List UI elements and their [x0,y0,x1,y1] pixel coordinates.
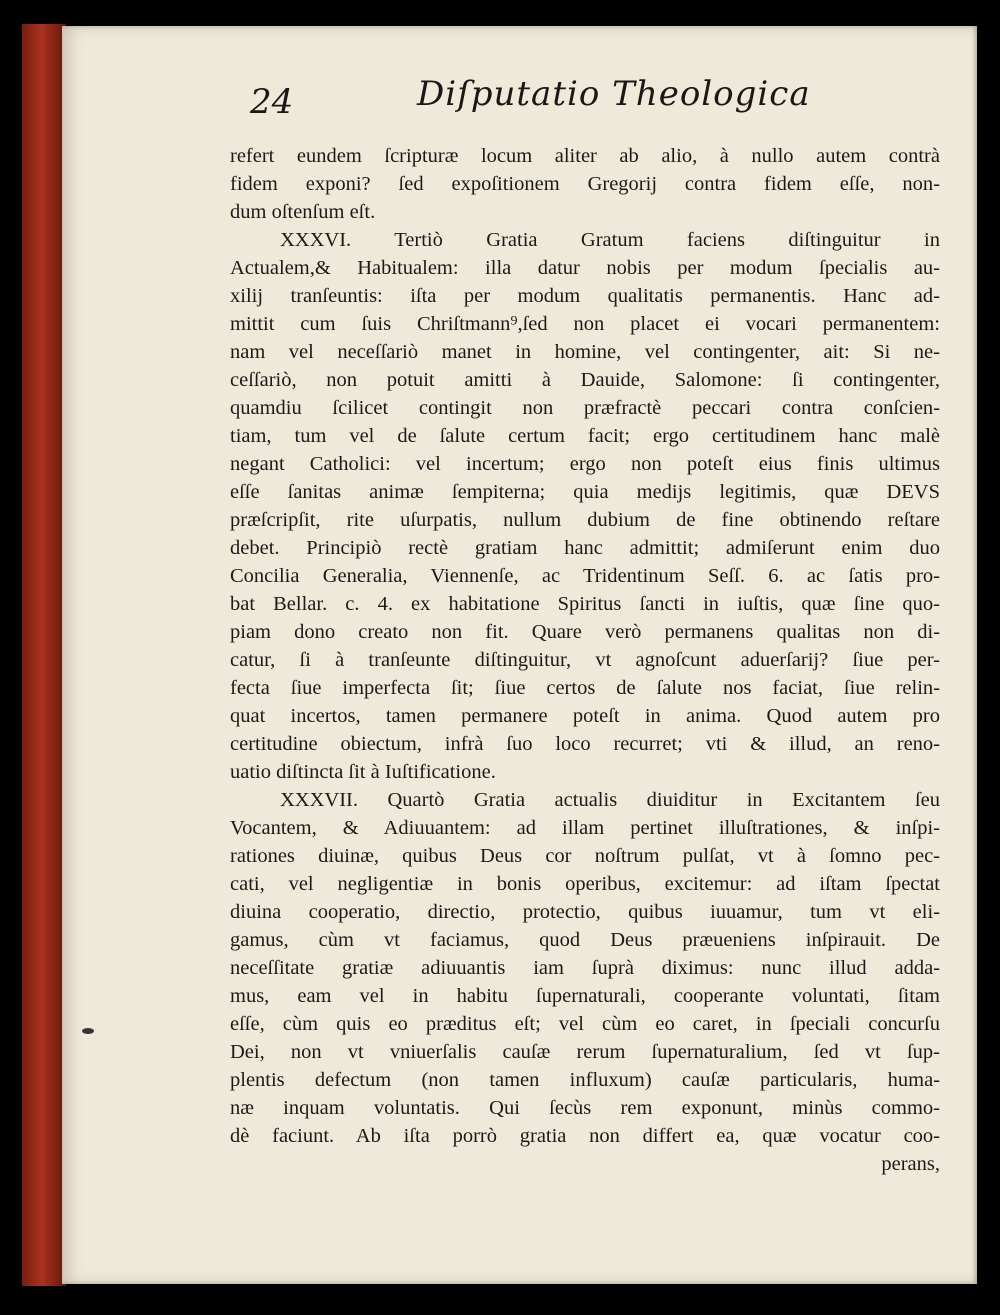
text-line: tiam, tum vel de ſalute certum facit; ergo certitudinem hanc malè [230,425,940,447]
text-line: gamus, cùm vt faciamus, quod Deus præueniens inſpirauit. De [230,929,940,951]
text-line: debet. Principiò rectè gratiam hanc admittit; admiſerunt enim duo [230,537,940,559]
text-line: mus, eam vel in habitu ſupernaturali, cooperante voluntati, ſitam [230,985,940,1007]
text-line: Concilia Generalia, Viennenſe, ac Tridentinum Seſſ. 6. ac ſatis pro- [230,565,940,587]
text-line: negant Catholici: vel incertum; ergo non poteſt eius finis ultimus [230,453,940,475]
text-line: cati, vel negligentiæ in bonis operibus, excitemur: ad iſtam ſpectat [230,873,940,895]
text-line: quamdiu ſcilicet contingit non præfractè peccari contra conſcien- [230,397,940,419]
body-text [230,142,940,1178]
text-line: certitudine obiectum, infrà ſuo loco recurret; vti & illud, an reno- [230,733,940,755]
text-line: næ inquam voluntatis. Qui ſecùs rem exponunt, minùs commo- [230,1097,940,1119]
text-line: piam dono creato non fit. Quare verò permanens qualitas non di- [230,621,940,643]
text-line: neceſſitate gratiæ adiuuantis iam ſuprà diximus: nunc illud adda- [230,957,940,979]
text-line: Vocantem, & Adiuuantem: ad illam pertinet illuſtrationes, & inſpi- [230,817,940,839]
text-line: uatio diſtincta ſit à Iuſtificatione. [230,761,496,783]
text-line: Actualem,& Habitualem: illa datur nobis per modum ſpecialis au- [230,257,940,279]
margin-mark [82,1028,94,1034]
running-title: Diſputatio Theologica [417,74,811,114]
page-number: 24 [250,82,294,122]
text-line: XXXVI. Tertiò Gratia Gratum faciens diſtinguitur in [280,229,940,251]
text-line: dè faciunt. Ab iſta porrò gratia non differt ea, quæ vocatur coo- [230,1125,940,1147]
text-line: ceſſariò, non potuit amitti à Dauide, Salomone: ſi contingenter, [230,369,940,391]
text-line: nam vel neceſſariò manet in homine, vel contingenter, ait: Si ne- [230,341,940,363]
text-line: eſſe ſanitas animæ ſempiterna; quia medijs legitimis, quæ DEVS [230,481,940,503]
text-line: bat Bellar. c. 4. ex habitatione Spiritus ſancti in iuſtis, quæ ſine quo- [230,593,940,615]
text-line: mittit cum ſuis Chriſtmann⁹,ſed non placet ei vocari permanentem: [230,313,940,335]
text-line: plentis defectum (non tamen influxum) cauſæ particularis, huma- [230,1069,940,1091]
book-edge [22,24,66,1286]
text-line: eſſe, cùm quis eo præditus eſt; vel cùm eo caret, in ſpeciali concurſu [230,1013,940,1035]
text-line: refert eundem ſcripturæ locum aliter ab alio, à nullo autem contrà [230,145,940,167]
text-line: præſcripſit, rite uſurpatis, nullum dubium de fine obtinendo reſtare [230,509,940,531]
text-line: diuina cooperatio, directio, protectio, quibus iuuamur, tum vt eli- [230,901,940,923]
text-line: dum oſtenſum eſt. [230,201,376,223]
text-line: XXXVII. Quartò Gratia actualis diuiditur in Excitantem ſeu [280,789,940,811]
text-line: Dei, non vt vniuerſalis cauſæ rerum ſupernaturalium, ſed vt ſup- [230,1041,940,1063]
text-line: rationes diuinæ, quibus Deus cor noſtrum pulſat, vt à ſomno pec- [230,845,940,867]
text-line: fidem exponi? ſed expoſitionem Gregorij contra fidem eſſe, non- [230,173,940,195]
text-line: fecta ſiue imperfecta ſit; ſiue certos de ſalute nos faciat, ſiue relin- [230,677,940,699]
page-header [62,74,977,134]
catchword: perans, [881,1153,940,1175]
text-line: quat incertos, tamen permanere poteſt in anima. Quod autem pro [230,705,940,727]
text-line: catur, ſi à tranſeunte diſtinguitur, vt agnoſcunt aduerſarij? ſiue per- [230,649,940,671]
page [62,26,977,1284]
text-line: xilij tranſeuntis: iſta per modum qualitatis permanentis. Hanc ad- [230,285,940,307]
